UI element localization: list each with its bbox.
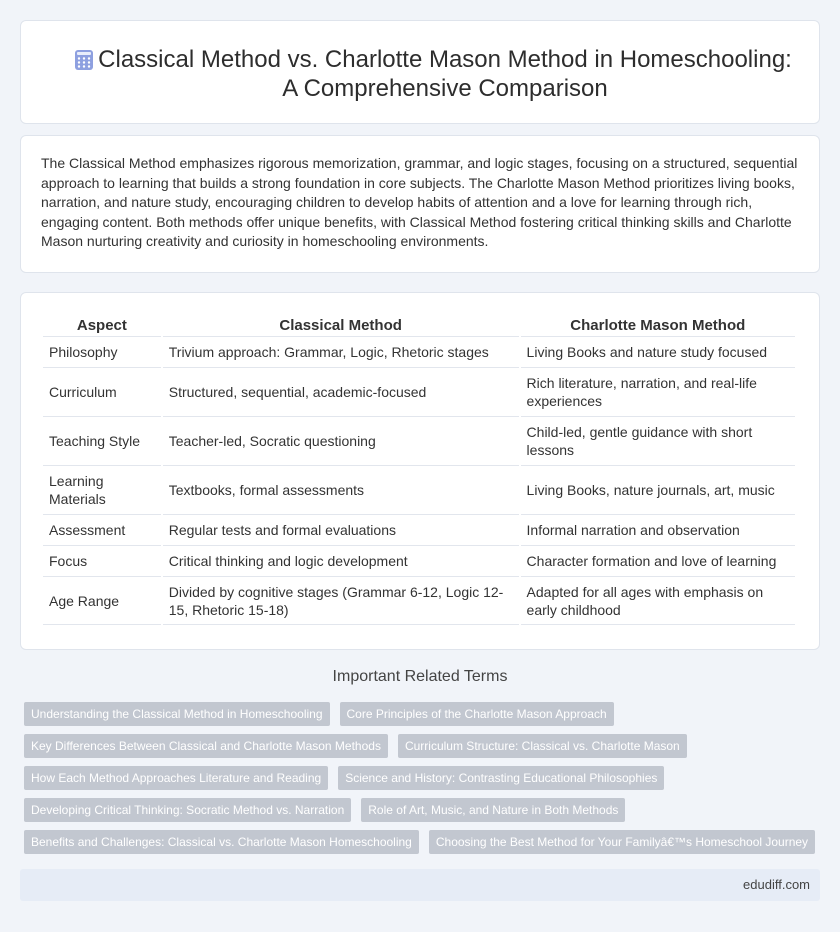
intro-card <box>20 135 820 273</box>
table-cell: Divided by cognitive stages (Grammar 6-12, Logic 12-15, Rhetoric 15-18) <box>163 577 519 625</box>
table-cell: Living Books, nature journals, art, music <box>521 466 795 515</box>
column-header-classical: Classical Method <box>163 315 519 337</box>
table-cell: Adapted for all ages with emphasis on early childhood <box>521 577 795 625</box>
table-cell: Teacher-led, Socratic questioning <box>163 417 519 466</box>
table-cell: Assessment <box>43 515 161 546</box>
table-cell: Rich literature, narration, and real-life experiences <box>521 368 795 417</box>
related-term-link[interactable]: Curriculum Structure: Classical vs. Charlotte Mason <box>398 734 687 758</box>
table-row <box>43 368 795 417</box>
tag-row <box>24 734 824 758</box>
header-card <box>20 20 820 124</box>
table-cell: Textbooks, formal assessments <box>163 466 519 515</box>
intro-paragraph: The Classical Method emphasizes rigorous memorization, grammar, and logic stages, focusing on a structured, sequential approach to learning that builds a strong foundation in core subjects. The Charlotte Mason Method prioritizes living books, narration, and nature study, encouraging children to develop habits of attention and a love for learning through rich, engaging content. Both methods offer unique benefits, with Classical Method fostering critical thinking skills and Charlotte Mason nurturing creativity and curiosity in homeschooling environments. <box>41 155 798 250</box>
related-term-link[interactable]: Choosing the Best Method for Your Familyâ€™s Homeschool Journey <box>429 830 815 854</box>
table-cell: Structured, sequential, academic-focused <box>163 368 519 417</box>
table-cell: Focus <box>43 546 161 577</box>
related-term-link[interactable]: Science and History: Contrasting Educational Philosophies <box>338 766 664 790</box>
tag-row <box>24 798 824 822</box>
table-cell: Character formation and love of learning <box>521 546 795 577</box>
table-row <box>43 515 795 546</box>
related-terms-title: Important Related Terms <box>332 668 508 685</box>
related-term-link[interactable]: Key Differences Between Classical and Charlotte Mason Methods <box>24 734 388 758</box>
table-row <box>43 337 795 368</box>
related-term-link[interactable]: Developing Critical Thinking: Socratic Method vs. Narration <box>24 798 351 822</box>
tag-row <box>24 830 824 854</box>
column-header-aspect: Aspect <box>43 315 161 337</box>
table-cell: Philosophy <box>43 337 161 368</box>
table-row <box>43 466 795 515</box>
related-term-link[interactable]: How Each Method Approaches Literature and Reading <box>24 766 328 790</box>
table-cell: Curriculum <box>43 368 161 417</box>
related-term-link[interactable]: Core Principles of the Charlotte Mason Approach <box>340 702 614 726</box>
related-term-link[interactable]: Role of Art, Music, and Nature in Both Methods <box>361 798 625 822</box>
table-cell: Child-led, gentle guidance with short lessons <box>521 417 795 466</box>
comparison-table <box>41 315 797 625</box>
table-cell: Learning Materials <box>43 466 161 515</box>
table-row <box>43 577 795 625</box>
table-cell: Living Books and nature study focused <box>521 337 795 368</box>
table-row <box>43 546 795 577</box>
related-term-link[interactable]: Understanding the Classical Method in Homeschooling <box>24 702 330 726</box>
table-cell: Trivium approach: Grammar, Logic, Rhetoric stages <box>163 337 519 368</box>
table-cell: Critical thinking and logic development <box>163 546 519 577</box>
column-header-charlotte-mason: Charlotte Mason Method <box>521 315 795 337</box>
page-title: Classical Method vs. Charlotte Mason Method in Homeschooling: A Comprehensive Comparison <box>98 46 792 102</box>
table-cell: Regular tests and formal evaluations <box>163 515 519 546</box>
table-cell: Age Range <box>43 577 161 625</box>
related-terms-list <box>24 702 824 862</box>
tag-row <box>24 702 824 726</box>
table-cell: Teaching Style <box>43 417 161 466</box>
table-cell: Informal narration and observation <box>521 515 795 546</box>
comparison-table-card <box>20 292 820 650</box>
tag-row <box>24 766 824 790</box>
related-term-link[interactable]: Benefits and Challenges: Classical vs. Charlotte Mason Homeschooling <box>24 830 419 854</box>
table-row <box>43 417 795 466</box>
footer <box>20 869 820 901</box>
footer-site-link[interactable]: edudiff.com <box>743 877 810 892</box>
table-header-row <box>43 315 795 337</box>
